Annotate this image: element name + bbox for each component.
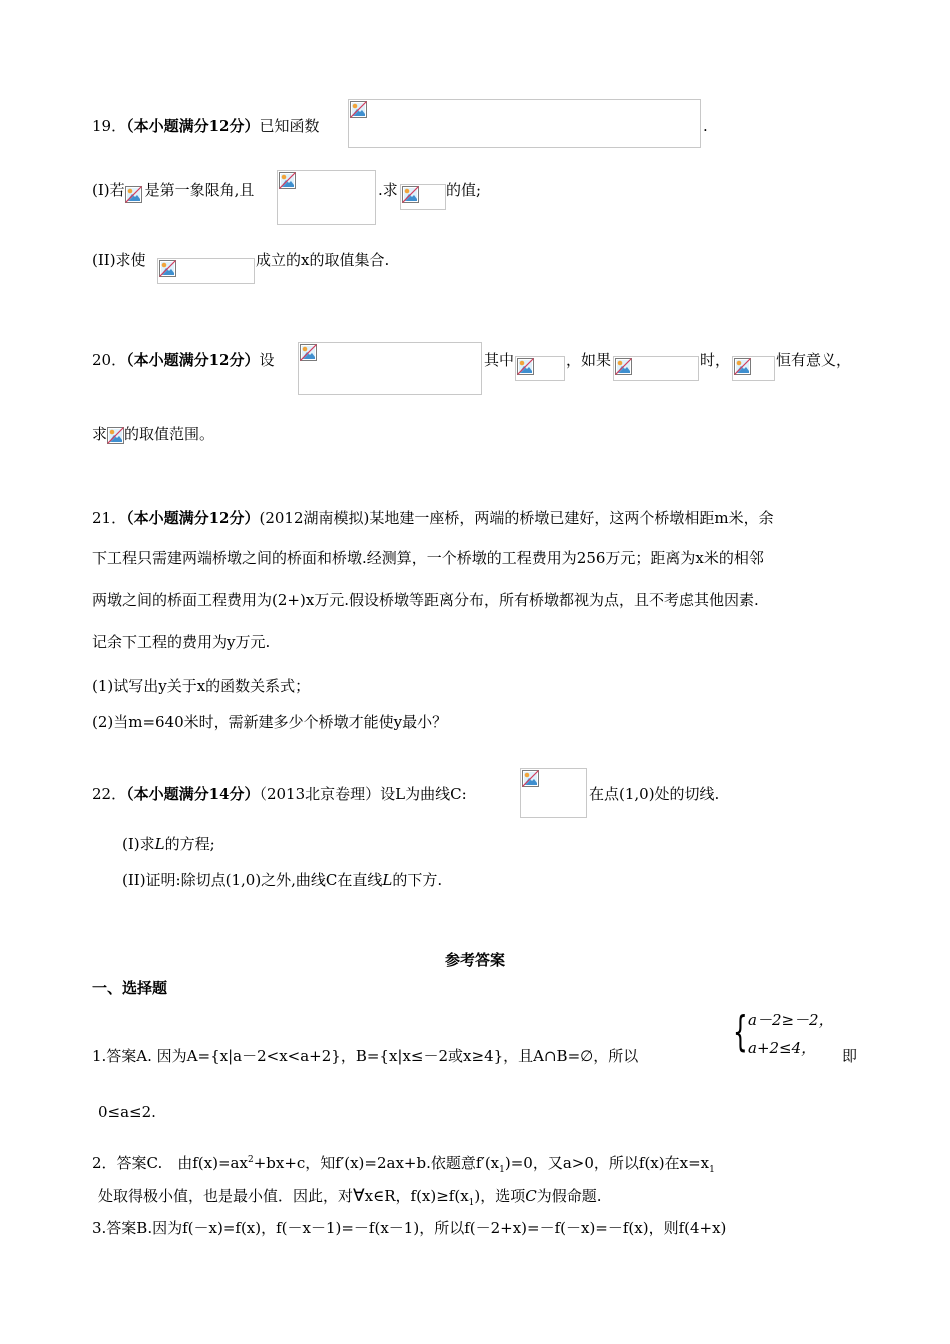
broken-image-icon [300,344,317,361]
q19-part1 [92,180,254,200]
q22-curve-image [520,768,587,818]
a1-line: 1.答案A. 因为A={x|a－2<x<a+2}，B={x|x≤－2或x≥4}，且A∩B=∅，所以 [92,1047,639,1065]
q19-function-image [348,99,701,148]
q21-line2: 下工程只需建两端桥墩之间的桥面和桥墩.经测算，一个桥墩的工程费用为256万元；距离为x米的相邻 [92,549,764,567]
q19-part2: (II)求使 [92,251,146,269]
q20-where: 其中 [484,351,515,369]
q22-part2: (II)证明:除切点(1,0)之外,曲线C在直线L的下方. [122,871,443,889]
q19-number: 19． [92,117,127,135]
broken-image-icon [350,101,367,118]
a2-line2: 处取得极小值，也是最小值．因此，对∀x∈R，$f(x)\ge f(x_1)$，选项C为假命题. [98,1186,602,1208]
q19-intro: 已知函数 [259,117,320,135]
q19-inequality-image [157,258,255,284]
q20-fx-image [732,356,775,381]
q20-when: 时， [700,351,731,369]
q19-line1-end: . [703,117,708,135]
a1-then: 即 [842,1047,858,1065]
a1-system-line1: a－2≥－2， [748,1011,834,1029]
q22-part1: (I)求L的方程; [122,835,215,853]
q22-number: 22． [92,785,127,803]
q19-p1-b: 是第一象限角,且 [144,181,255,199]
q19-p1-a: (I)若 [92,181,125,199]
q20-number: 20． [92,351,127,369]
q21-line3: 两墩之间的桥面工程费用为(2+)x万元.假设桥墩等距离分布，所有桥墩都视为点，且不考虑其他因素. [92,591,759,609]
q20-meaning: 恒有意义， [776,351,852,369]
q20-domain-image [613,356,699,381]
q21-text1: (2012湖南模拟)某地建一座桥，两端的桥墩已建好，这两个桥墩相距m米，余 [259,509,774,527]
q20-line2 [92,424,214,444]
a1-system-line2: a+2≤4， [748,1039,817,1057]
q19-condition-image [277,170,376,225]
a2-line1: 2．答案C. 由$f(x)=ax^2+bx+c$，知f′(x)=2ax+b.依题意$f'(x_1)=0$，又a>0，所以f(x)在$x=x_1$ [92,1154,715,1175]
q20-function-image [298,342,482,395]
q20-if: ，如果 [566,351,612,369]
q19-score: （本小题满分12分） [126,117,260,135]
q21-line1 [92,508,774,528]
q20-param-image [515,356,565,381]
q19-p2-b: 成立的x的取值集合. [256,251,390,269]
q22-score: （本小题满分14分） [126,785,260,803]
answers-section: 一、选择题 [92,979,168,997]
q20-line1 [92,350,274,370]
answers-title: 参考答案 [444,951,505,969]
q22-line1 [92,784,467,804]
q21-part1: (1)试写出y关于x的函数关系式； [92,677,311,695]
q22-intro: （2013北京卷理）设L为曲线C: [259,785,467,803]
q21-part2: (2)当m=640米时，需新建多少个桥墩才能使y最小？ [92,713,448,731]
broken-image-icon [615,358,632,375]
q19-p1-d: 的值; [446,181,482,199]
q19-line1 [92,116,319,136]
broken-image-icon [402,186,419,203]
broken-image-icon [522,770,539,787]
broken-image-icon [125,186,142,203]
q21-number: 21． [92,509,127,527]
q19-expression-image [400,184,446,210]
broken-image-icon [279,172,296,189]
broken-image-icon [734,358,751,375]
q22-tail: 在点(1,0)处的切线. [589,785,720,803]
broken-image-icon [107,427,124,444]
q20-ask-a: 求 [92,425,108,443]
broken-image-icon [517,358,534,375]
broken-image-icon [159,260,176,277]
forall-symbol: ∀ [353,1186,365,1206]
q19-p1-c: .求 [378,181,398,199]
q21-score: （本小题满分12分） [126,509,260,527]
q20-ask-b: 的取值范围。 [124,425,215,443]
q20-score: （本小题满分12分） [126,351,260,369]
a1-brace: { [733,1007,748,1056]
q20-intro: 设 [259,351,275,369]
a1-line2: 0≤a≤2. [98,1103,156,1121]
q21-line4: 记余下工程的费用为y万元. [92,633,271,651]
a3-line: 3.答案B.因为f(－x)=f(x)，f(－x－1)=－f(x－1)，所以f(－2+x)=－f(－x)=－f(x)，则f(4+x) [92,1219,727,1237]
